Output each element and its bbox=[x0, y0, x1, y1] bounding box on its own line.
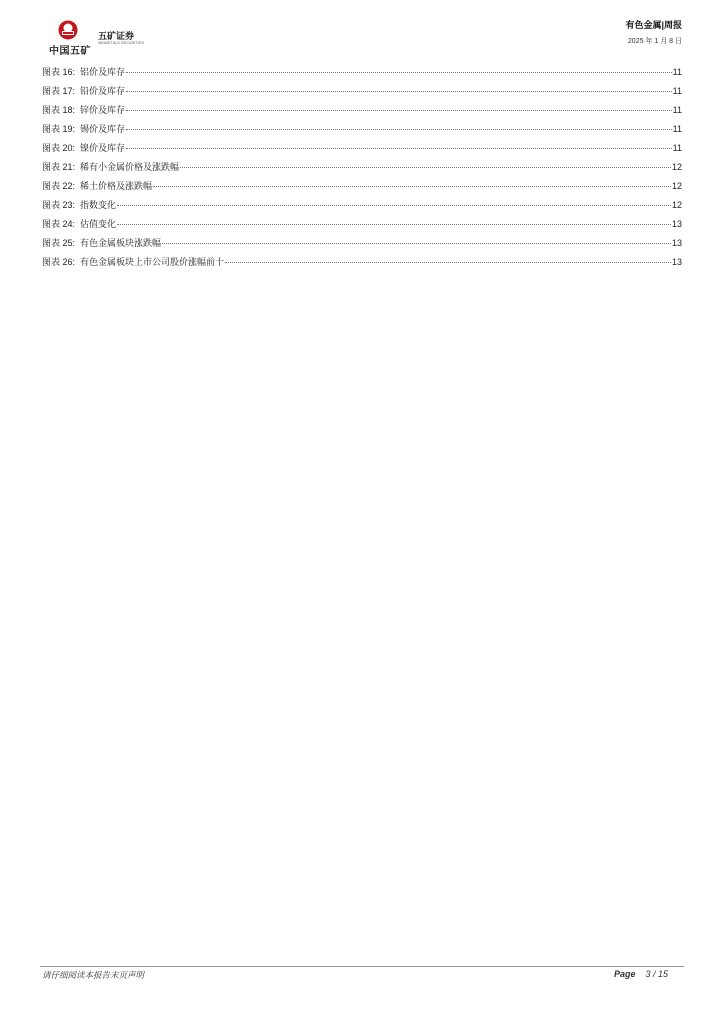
logo-text-securities: 五矿证券 bbox=[98, 31, 135, 41]
toc-dot-leader bbox=[126, 110, 672, 111]
toc-entry[interactable] bbox=[42, 84, 682, 103]
toc-entry-title: 铝价及库存 bbox=[80, 67, 126, 77]
company-logo bbox=[44, 20, 144, 56]
toc-entry-label: 图表 17: bbox=[42, 86, 76, 96]
toc-entry[interactable] bbox=[42, 236, 682, 255]
report-title: 有色金属|周报 bbox=[625, 20, 682, 30]
toc-entry-page: 13 bbox=[671, 219, 682, 229]
minmetals-emblem-icon bbox=[58, 20, 78, 40]
toc-entry-label: 图表 20: bbox=[42, 143, 76, 153]
logo-text-securities-en: MINMETALS SECURITIES bbox=[98, 41, 145, 45]
toc-entry[interactable] bbox=[42, 122, 682, 141]
report-date: 2025 年 1 月 8 日 bbox=[627, 38, 682, 45]
toc-dot-leader bbox=[153, 186, 671, 187]
toc-entry-label: 图表 23: bbox=[42, 200, 76, 210]
toc-entry-label: 图表 25: bbox=[42, 238, 76, 248]
toc-entry[interactable] bbox=[42, 103, 682, 122]
toc-entry-page: 12 bbox=[671, 200, 682, 210]
page-number: 3 / 15 bbox=[645, 969, 668, 979]
toc-entry[interactable] bbox=[42, 160, 682, 179]
toc-entry-title: 锡价及库存 bbox=[80, 124, 126, 134]
toc-entry-title: 有色金属板块涨跌幅 bbox=[80, 238, 162, 248]
toc-entry-title: 指数变化 bbox=[80, 200, 117, 210]
toc-dot-leader bbox=[162, 243, 671, 244]
toc-dot-leader bbox=[126, 129, 672, 130]
toc-entry-page: 11 bbox=[672, 124, 682, 134]
toc-dot-leader bbox=[117, 205, 671, 206]
toc-entry[interactable] bbox=[42, 217, 682, 236]
footer-disclaimer: 请仔细阅读本报告末页声明 bbox=[42, 970, 145, 980]
toc-entry-label: 图表 21: bbox=[42, 162, 76, 172]
toc-entry-page: 13 bbox=[671, 257, 682, 267]
toc-entry[interactable] bbox=[42, 65, 682, 84]
toc-entry[interactable] bbox=[42, 198, 682, 217]
toc-entry-page: 11 bbox=[672, 86, 682, 96]
toc-entry[interactable] bbox=[42, 255, 682, 274]
toc-entry-title: 有色金属板块上市公司股价涨幅前十 bbox=[80, 257, 225, 267]
page-indicator bbox=[614, 969, 668, 979]
page-label: Page bbox=[613, 969, 636, 979]
toc-entry-label: 图表 16: bbox=[42, 67, 76, 77]
toc-entry-title: 估值变化 bbox=[80, 219, 117, 229]
footer-divider bbox=[40, 966, 684, 967]
toc-dot-leader bbox=[225, 262, 671, 263]
toc-entry[interactable] bbox=[42, 179, 682, 198]
toc-dot-leader bbox=[126, 72, 672, 73]
toc-entry-label: 图表 26: bbox=[42, 257, 76, 267]
toc-dot-leader bbox=[180, 167, 671, 168]
toc-dot-leader bbox=[126, 148, 672, 149]
toc-entry-title: 铅价及库存 bbox=[80, 86, 126, 96]
logo-text-chinese: 中国五矿 bbox=[49, 46, 91, 57]
toc-entry-label: 图表 19: bbox=[42, 124, 76, 134]
toc-entry-label: 图表 18: bbox=[42, 105, 76, 115]
toc-entry-title: 锌价及库存 bbox=[80, 105, 126, 115]
toc-entry-page: 11 bbox=[672, 143, 682, 153]
figure-index-list bbox=[42, 65, 682, 274]
toc-entry-title: 镍价及库存 bbox=[80, 143, 126, 153]
toc-entry-page: 13 bbox=[671, 238, 682, 248]
toc-entry-label: 图表 22: bbox=[42, 181, 76, 191]
toc-entry-title: 稀有小金属价格及涨跌幅 bbox=[80, 162, 180, 172]
toc-entry-page: 12 bbox=[671, 181, 682, 191]
toc-entry[interactable] bbox=[42, 141, 682, 160]
toc-entry-page: 12 bbox=[671, 162, 682, 172]
toc-entry-page: 11 bbox=[672, 105, 682, 115]
toc-dot-leader bbox=[117, 224, 671, 225]
toc-entry-page: 11 bbox=[672, 67, 682, 77]
toc-dot-leader bbox=[126, 91, 672, 92]
toc-entry-title: 稀土价格及涨跌幅 bbox=[80, 181, 153, 191]
toc-entry-label: 图表 24: bbox=[42, 219, 76, 229]
